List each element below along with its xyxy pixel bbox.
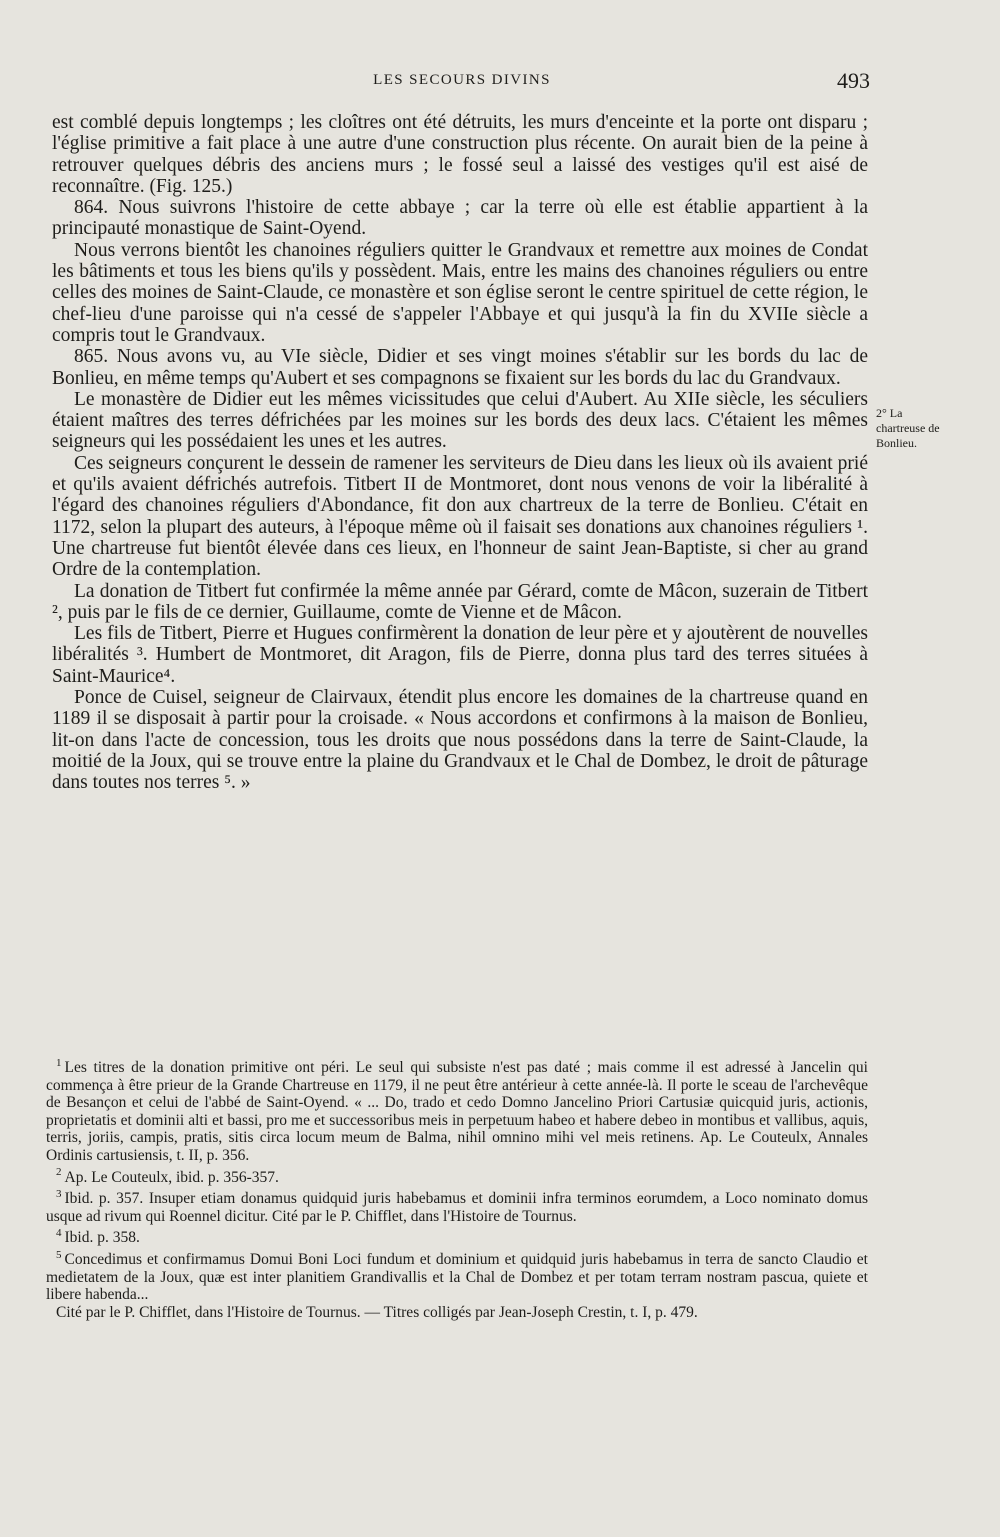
paragraph: La donation de Titbert fut confirmée la même année par Gérard, comte de Mâcon, suzerain de Titbert ², puis par le fils de ce dernier, Guillaume, comte de Vienne et de Mâcon. [52,580,868,623]
footnote-number: 3 [56,1188,62,1200]
page-header [52,68,872,98]
footnote-number: 2 [56,1166,62,1179]
paragraph: 865. Nous avons vu, au VIe siècle, Didier et ses vingt moines s'établir sur les bords du lac de Bonlieu, en même temps qu'Aubert et ses compagnons se fixaient sur les bords du lac du Grandvaux. [52,346,868,389]
footnote [46,1248,868,1321]
footnote-number: 1 [56,1056,62,1069]
footnote-number: 5 [56,1248,62,1261]
footnote [46,1190,868,1225]
closing-citation: Cité par le P. Chifflet, dans l'Histoire de Tournus. — Titres colligés par Jean-Joseph Crestin, t. I, p. 479. [56,1303,698,1321]
paragraph: Ponce de Cuisel, seigneur de Clairvaux, étendit plus encore les domaines de la chartreuse quand en 1189 il se disposait à partir pour la croisade. « Nous accordons et confirmons à la maison de Bonlieu, lit-on dans l'acte de concession, tous les droits que nous possédons dans la terre de Saint-Claude, la moitié de la Joux, qui se trouve entre la plaine du Grandvaux et le Chal de Dombez, le droit de pâturage dans toutes nos terres ⁵. » [52,687,868,794]
paragraph: Ces seigneurs conçurent le dessein de ramener les serviteurs de Dieu dans les lieux où ils avaient prié et qu'ils avaient défrichés autrefois. Titbert II de Montmoret, dont nous venons de voir la libéralité à l'égard des chanoines réguliers d'Abondance, fit don aux chartreux de la terre de Bonlieu. C'était en 1172, selon la plupart des auteurs, à l'époque même où il faisait ses donations aux chanoines réguliers ¹. Une chartreuse fut bientôt élevée dans ces lieux, en l'honneur de saint Jean-Baptiste, si cher au grand Ordre de la contemplation. [52,452,868,581]
footnote [46,1056,868,1165]
footnote [46,1166,868,1187]
footnote-text: Concedimus et confirmamus Domui Boni Loci fundum et dominium et quidquid juris habebamus in terra de sancto Claudio et medietatem de la Joux, quæ est inter planitiem Grandivallis et la Chal de Dombez et per totam terram nostram pascua, quiete et libere habenda... [46,1250,868,1304]
margin-note: 2° La chartreuse de Bonlieu. [876,406,940,450]
footnote-text: Les titres de la donation primitive ont péri. Le seul qui subsiste n'est pas daté ; mais comme il est adressé à Jancelin qui commença à être prieur de la Grande Chartreuse en 1179, il ne peut être antérieur à cette année-là. Il porte le sceau de l'archevêque de Besançon et celui de l'abbé de Saint-Oyend. « ... Do, trado et cedo Domno Jancelino Priori Cartusiæ quicquid juris, actionis, proprietatis et dominii alti et bassi, pro me et successoribus meis in perpetuum habeo et habere debeo in montibus et vallibus, aquis, terris, joriis, campis, pratis, sitis circa locum meum de Balma, nihil omnino mihi vel meis retinens. Ap. Le Couteulx, Annales Ordinis cartusiensis, t. II, p. 356. [46,1059,868,1164]
paragraph: est comblé depuis longtemps ; les cloîtres ont été détruits, les murs d'enceinte et la porte ont disparu ; l'église primitive a fait place à une autre d'une construction plus récente. On aurait bien de la peine à retrouver quelques débris des anciens murs ; le fossé seul a laissé des vestiges qu'il est aisé de reconnaître. (Fig. 125.) [52,112,868,197]
running-title: LES SECOURS DIVINS [373,72,551,88]
page-number: 493 [837,68,870,93]
footnote-number: 4 [56,1227,62,1240]
main-text [52,112,868,794]
footnote-text: Ap. Le Couteulx, ibid. p. 356-357. [64,1168,279,1186]
paragraph: 864. Nous suivrons l'histoire de cette abbaye ; car la terre où elle est établie appartient à la principauté monastique de Saint-Oyend. [52,197,868,240]
paragraph: Nous verrons bientôt les chanoines réguliers quitter le Grandvaux et remettre aux moines de Condat les bâtiments et tous les biens qu'ils y possèdent. Mais, entre les mains des chanoines réguliers ou entre celles des moines de Saint-Claude, ce monastère et son église seront le centre spirituel de cette région, le chef-lieu d'une paroisse qui n'a cessé de s'appeler l'Abbaye et qui jusqu'à la fin du XVIIe siècle a compris tout le Grandvaux. [52,239,869,346]
paragraph: Le monastère de Didier eut les mêmes vicissitudes que celui d'Aubert. Au XIIe siècle, les séculiers étaient maîtres des terres défrichées par les moines sur les bords des deux lacs. C'étaient les mêmes seigneurs qui les possédaient les unes et les autres. [52,388,868,453]
footnote-text: Ibid. p. 358. [64,1229,140,1247]
footnote-text: Ibid. p. 357. Insuper etiam donamus quidquid juris habebamus et dominii infra terminos eorumdem, a Loco nominato domus usque ad rivum qui Roennel dicitur. Cité par le P. Chifflet, dans l'Histoire de Tournus. [46,1190,868,1225]
footnote [46,1229,868,1247]
footnotes [46,1056,868,1325]
paragraph: Les fils de Titbert, Pierre et Hugues confirmèrent la donation de leur père et y ajoutèrent de nouvelles libéralités ³. Humbert de Montmoret, dit Aragon, fils de Pierre, donna plus tard des terres situées à Saint-Maurice⁴. [52,623,868,687]
